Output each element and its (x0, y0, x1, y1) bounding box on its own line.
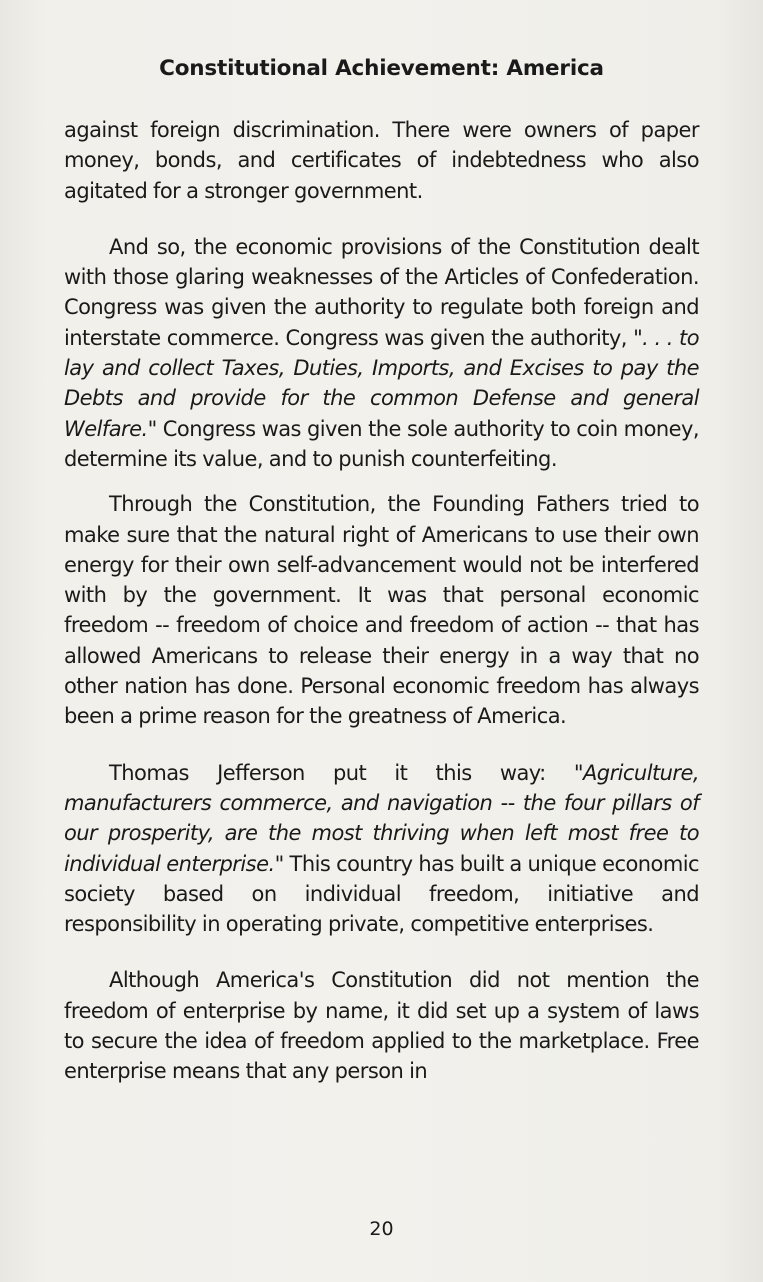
page-number: 20 (369, 1218, 394, 1240)
paragraph-text: Through the Constitution, the Founding Fathers tried to make sure that the natural right of Americans to use their own energy for their own self-advancement would not be interfered with by the government. It was that personal economic freedom -- freedom of choice and freedom of action -- that has allowed Americans to release their energy in a way that no other nation has done. Personal economic freedom has always been a prime reason for the greatness of America. (64, 492, 699, 729)
constitution-quote: ". . . to lay and collect Taxes, Duties, Imports, and Excises to pay the Debts and provide for the common Defense and general Welfare." (64, 325, 699, 441)
jefferson-quote: "Agriculture, manufacturers commerce, and navigation -- the four pillars of our prosperity, are the most thriving when left most free to individual enterprise." (64, 760, 699, 876)
paragraph-jefferson (64, 758, 699, 940)
paragraph-continuation (64, 115, 699, 206)
paragraph-text: Although America's Constitution did not mention the freedom of enterprise by name, it did set up a system of laws to secure the idea of freedom applied to the marketplace. Free enterprise means that any person in (64, 968, 699, 1084)
body-text (64, 115, 699, 1087)
paragraph-text: Thomas Jefferson put it this way: (109, 760, 574, 785)
paragraph-text: against foreign discrimination. There were owners of paper money, bonds, and certificates of indebtedness who also agitated for a stronger government. (64, 118, 699, 203)
paragraph-text: And so, the economic provisions of the Constitution dealt with those glaring weaknesses of the Articles of Confederation. Congress was given the authority to regulate both foreign and interstate commerce. Congress was given the authority, (64, 234, 699, 350)
paragraph-free-enterprise (64, 965, 699, 1086)
paragraph-founding-fathers (64, 489, 699, 731)
paragraph-text: This country has built a unique economic society based on individual freedom, initiative and responsibility in operating private, competitive enterprises. (64, 851, 700, 937)
running-head: Constitutional Achievement: America (159, 56, 604, 81)
paragraph-economic-provisions (64, 232, 699, 474)
paragraph-text: Congress was given the sole authority to coin money, determine its value, and to punish counterfeiting. (64, 416, 699, 471)
